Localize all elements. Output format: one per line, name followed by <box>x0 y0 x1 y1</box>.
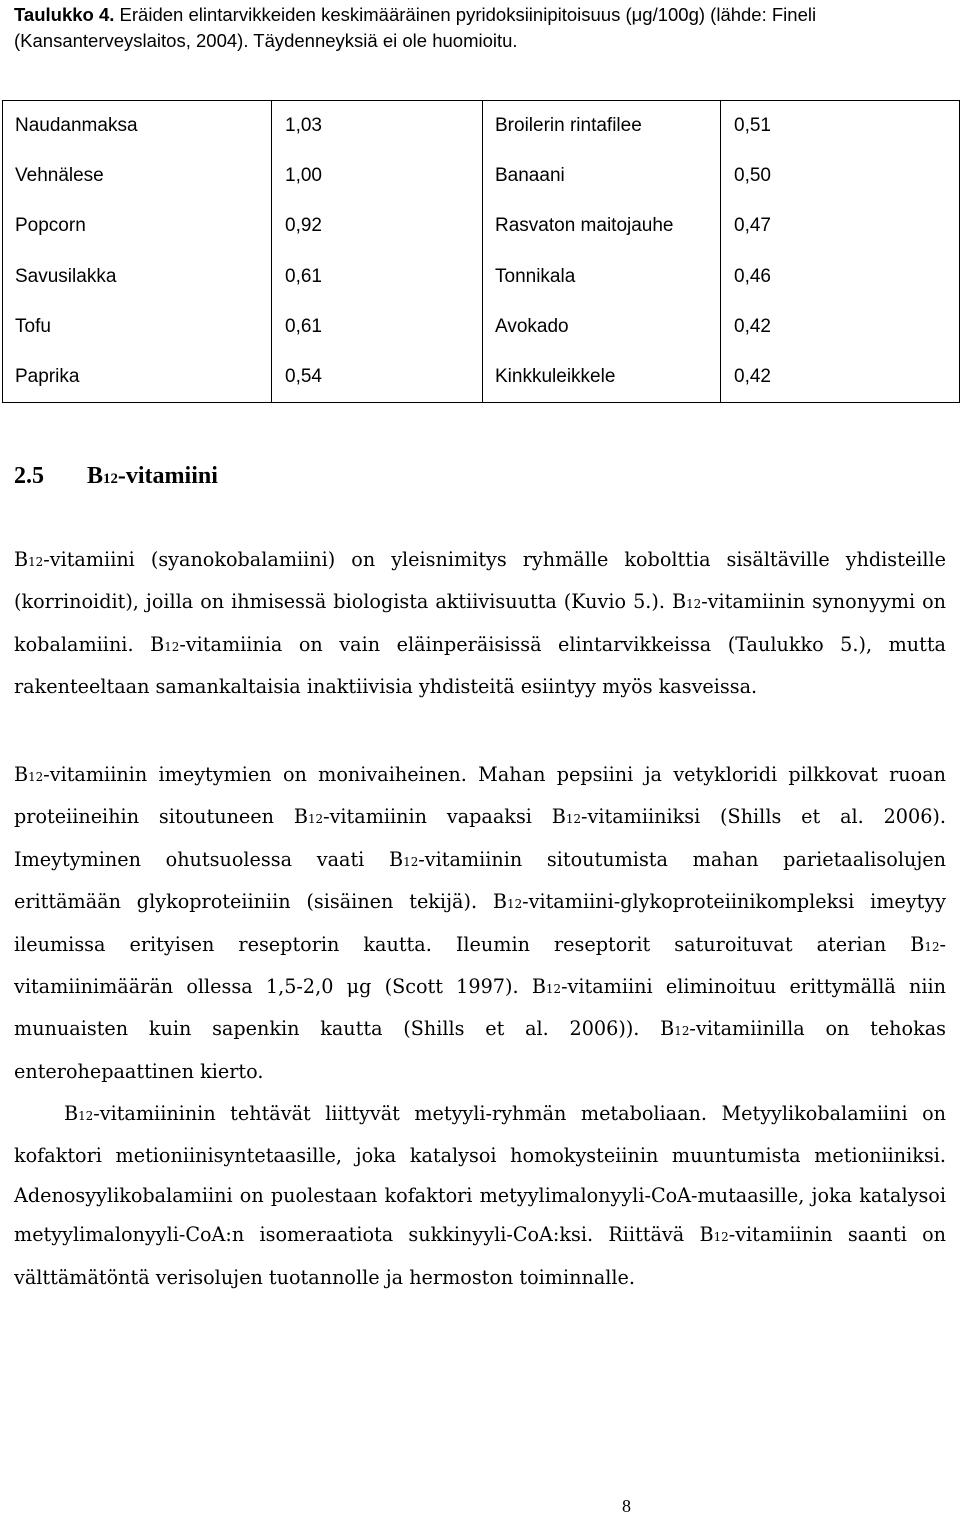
section-title-subscript: 12 <box>103 471 118 487</box>
food-name: Kinkkuleikkele <box>483 352 721 403</box>
paragraph-text: -vitamiinin imeytymien on monivaiheinen. Mahan pepsiini ja vetykloridi pilkkovat ruoan proteiineihin sitoutuneen <box>14 763 946 829</box>
paragraph-text: -vitamiinia on vain eläinperäisissä elintarvikkeissa (Taulukko 5.), mutta rakenteeltaan samankaltaisia inaktiivisia yhdisteitä esiintyy myös kasveissa. <box>14 632 946 699</box>
caption-text: Eräiden elintarvikkeiden keskimääräinen pyridoksiinipitoisuus (μg/100g) (lähde: Fineli (Kansanterveyslaitos, 2004). Täydenneyksiä ei ole huomioitu. <box>14 4 817 51</box>
paragraph-text: -vitamiinilla on tehokas enterohepaattinen kierto. <box>14 1017 947 1083</box>
paragraph-text: -vitamiinin vapaaksi <box>323 805 552 829</box>
paragraph-text: -vitamiini (syanokobalamiini) on yleisnimitys ryhmälle kobolttia sisältäville yhdisteille (korrinoidit), joilla on ihmisessä biologista aktiivisuutta (Kuvio 5.). <box>14 548 946 614</box>
table-row <box>3 251 960 301</box>
b-letter: B <box>660 1017 675 1041</box>
food-value: 0,61 <box>272 302 483 352</box>
paragraph-1 <box>14 540 946 707</box>
food-name: Tonnikala <box>483 251 721 301</box>
b-letter: B <box>699 1223 714 1247</box>
b-letter: B <box>551 805 566 829</box>
subscript-12: 12 <box>674 1024 690 1039</box>
food-value: 0,92 <box>272 201 483 251</box>
b-letter: B <box>64 1102 79 1125</box>
b-letter: B <box>910 932 925 956</box>
paragraph-text: -vitamiini eliminoituu erittymällä niin munuaisten kuin sapenkin kautta (Shills et al. 2006)). <box>14 975 946 1041</box>
paragraph-text: -vitamiinin saanti on välttämätöntä verisolujen tuotannolle ja hermoston toiminnalle. <box>14 1223 946 1289</box>
subscript-12: 12 <box>28 555 44 569</box>
subscript-12: 12 <box>507 897 523 912</box>
paragraph-text: -vitamiini-glykoproteiinikompleksi imeytyy ileumissa erityisen reseptorin kautta. Ileumin reseptorit saturoituvat aterian <box>14 890 946 956</box>
food-name: Broilerin rintafilee <box>483 101 721 152</box>
section-heading <box>14 463 218 490</box>
paragraph-text: -vitamiininin tehtävät liittyvät metyyli-ryhmän metaboliaan. Metyylikobalamiini on kofaktori metioniinisyntetaasille, joka katalysoi homokysteiinin muuntumista metioniiniksi. Adenosyylikobalamiini on puolestaan kofaktori metyylimalonyyli-CoA-mutaasille, joka katalysoi metyylimalonyyli-CoA:n isomeraatiota sukkinyyli-CoA:ksi. Riittävä <box>14 1102 946 1247</box>
table-row <box>3 151 960 201</box>
food-name: Avokado <box>483 302 721 352</box>
food-value: 0,47 <box>721 201 960 251</box>
subscript-12: 12 <box>403 854 419 869</box>
food-value: 0,61 <box>272 251 483 301</box>
food-name: Banaani <box>483 151 721 201</box>
subscript-12: 12 <box>164 639 180 654</box>
table-row <box>3 201 960 251</box>
section-title-rest: -vitamiini <box>117 463 218 489</box>
section-number: 2.5 <box>14 463 44 489</box>
b-letter: B <box>389 847 404 871</box>
b-letter: B <box>14 763 29 786</box>
food-value: 0,54 <box>272 352 483 403</box>
subscript-12: 12 <box>28 770 44 784</box>
b-letter: B <box>150 632 165 656</box>
subscript-12: 12 <box>545 982 562 997</box>
food-name: Popcorn <box>3 201 272 251</box>
pyridoxine-table <box>2 100 960 403</box>
subscript-12: 12 <box>924 939 940 954</box>
food-value: 0,46 <box>721 251 960 301</box>
caption-label: Taulukko 4. <box>14 4 115 25</box>
food-value: 1,00 <box>272 151 483 201</box>
section-title-b: B <box>87 463 104 489</box>
table-caption <box>14 2 944 54</box>
paragraph-text: -vitamiinin sitoutumista mahan parietaalisolujen erittämään glykoproteiiniin (sisäinen tekijä). <box>14 847 946 914</box>
paragraph-text: -vitamiinin synonyymi on kobalamiini. <box>14 590 946 656</box>
b-letter: B <box>531 975 546 999</box>
b-letter: B <box>293 805 308 829</box>
subscript-12: 12 <box>713 1230 729 1245</box>
paragraph-3 <box>14 1094 946 1297</box>
subscript-12: 12 <box>307 812 324 827</box>
food-value: 0,42 <box>721 302 960 352</box>
food-name: Savusilakka <box>3 251 272 301</box>
food-name: Naudanmaksa <box>3 101 272 152</box>
food-name: Rasvaton maitojauhe <box>483 201 721 251</box>
food-value: 1,03 <box>272 101 483 152</box>
table-row <box>3 352 960 403</box>
table-row <box>3 101 960 152</box>
paragraph-2 <box>14 755 946 1091</box>
subscript-12: 12 <box>78 1109 94 1123</box>
subscript-12: 12 <box>565 812 582 827</box>
b-letter: B <box>671 590 687 614</box>
food-value: 0,50 <box>721 151 960 201</box>
b-letter: B <box>14 548 29 571</box>
table-row <box>3 302 960 352</box>
food-name: Tofu <box>3 302 272 352</box>
b-letter: B <box>492 890 507 914</box>
paragraph-text: -vitamiinimäärän ollessa 1,5-2,0 μg (Scott 1997). <box>14 932 946 999</box>
food-value: 0,51 <box>721 101 960 152</box>
page-number: 8 <box>622 1496 631 1516</box>
food-name: Paprika <box>3 352 272 403</box>
food-name: Vehnälese <box>3 151 272 201</box>
food-value: 0,42 <box>721 352 960 403</box>
paragraph-text: -vitamiiniksi (Shills et al. 2006). Imeytyminen ohutsuolessa vaati <box>14 805 947 871</box>
subscript-12: 12 <box>686 597 702 612</box>
